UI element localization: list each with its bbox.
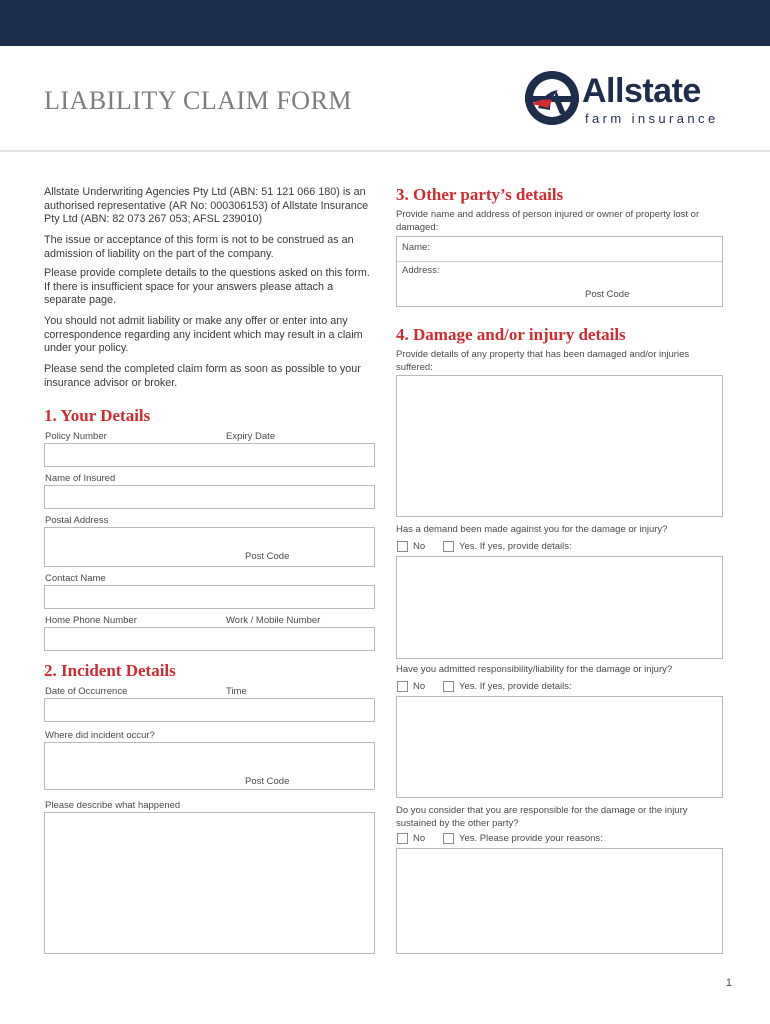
date-of-occurrence-label: Date of Occurrence — [45, 686, 128, 697]
section-3-instructions: Provide name and address of person injured or owner of property lost or damaged: — [396, 209, 700, 233]
work-mobile-label: Work / Mobile Number — [226, 615, 321, 626]
page-number: 1 — [725, 977, 732, 989]
demand-yes-checkbox[interactable] — [443, 541, 454, 552]
postal-post-code-label: Post Code — [245, 551, 290, 562]
policy-expiry-field[interactable] — [44, 443, 375, 467]
demand-yes-label: Yes. If yes, provide details: — [459, 541, 572, 552]
intro-paragraph-4: You should not admit liability or make any offer or enter into any correspondence regarding any incident which may result in a claim under your policy. — [44, 315, 363, 355]
logo-wordmark: Allstate — [582, 72, 701, 110]
demand-no-label: No — [413, 541, 426, 552]
demand-no-checkbox[interactable] — [397, 541, 408, 552]
policy-number-label: Policy Number — [45, 431, 107, 442]
other-party-field[interactable] — [396, 236, 723, 307]
admitted-yes-label: Yes. If yes, provide details: — [459, 681, 572, 692]
demand-details-field[interactable] — [396, 556, 723, 659]
home-phone-label: Home Phone Number — [45, 615, 137, 626]
header-divider — [0, 150, 770, 152]
admitted-yes-checkbox[interactable] — [443, 681, 454, 692]
page-title: LIABILITY CLAIM FORM — [44, 86, 353, 115]
phone-numbers-field[interactable] — [44, 627, 375, 651]
section-3-heading: 3. Other party’s details — [396, 185, 564, 204]
postal-address-field[interactable] — [44, 527, 375, 567]
other-party-name-label: Name: — [402, 242, 430, 253]
name-of-insured-label: Name of Insured — [45, 473, 116, 484]
describe-field[interactable] — [44, 812, 375, 954]
demand-question: Has a demand been made against you for the damage or injury? — [396, 524, 668, 535]
intro-paragraph-1: Allstate Underwriting Agencies Pty Ltd (ABN: 51 121 066 180) is an authorised representative (AR No: 000306153) of Allstate Insurance Pty Ltd (ABN: 82 073 267 053; AFSL 239010) — [44, 186, 369, 226]
responsible-no-label: No — [413, 833, 426, 844]
section-4-heading: 4. Damage and/or injury details — [396, 325, 626, 344]
section-1-heading: 1. Your Details — [44, 406, 151, 425]
admitted-details-field[interactable] — [396, 696, 723, 798]
other-party-divider — [397, 261, 722, 262]
incident-location-field[interactable] — [44, 742, 375, 790]
responsible-yes-label: Yes. Please provide your reasons: — [459, 833, 603, 844]
intro-paragraph-5: Please send the completed claim form as soon as possible to your insurance advisor or broker. — [44, 363, 361, 389]
other-party-address-label: Address: — [402, 265, 440, 276]
responsible-reasons-field[interactable] — [396, 848, 723, 954]
admitted-no-label: No — [413, 681, 426, 692]
postal-address-label: Postal Address — [45, 515, 109, 526]
header-bar — [0, 0, 770, 46]
other-party-post-code-label: Post Code — [585, 289, 630, 300]
time-label: Time — [226, 686, 247, 697]
intro-paragraph-3: Please provide complete details to the questions asked on this form. If there is insufficient space for your answers please attach a separate page. — [44, 267, 370, 307]
responsible-question: Do you consider that you are responsible for the damage or the injury sustained by the other party? — [396, 805, 688, 829]
allstate-logo — [522, 66, 732, 134]
describe-label: Please describe what happened — [45, 800, 181, 811]
contact-name-label: Contact Name — [45, 573, 106, 584]
section-4-instructions: Provide details of any property that has been damaged and/or injuries suffered: — [396, 349, 690, 373]
incident-post-code-label: Post Code — [245, 776, 290, 787]
date-time-field[interactable] — [44, 698, 375, 722]
logo-tagline: farm insurance — [585, 111, 719, 126]
responsible-yes-checkbox[interactable] — [443, 833, 454, 844]
expiry-date-label: Expiry Date — [226, 431, 276, 442]
contact-name-field[interactable] — [44, 585, 375, 609]
allstate-emblem-icon — [522, 68, 582, 132]
section-2-heading: 2. Incident Details — [44, 661, 176, 680]
intro-paragraph-2: The issue or acceptance of this form is not to be construed as an admission of liability on the part of the company. — [44, 234, 354, 260]
admitted-question: Have you admitted responsibility/liability for the damage or injury? — [396, 664, 673, 675]
name-of-insured-field[interactable] — [44, 485, 375, 509]
where-occur-label: Where did incident occur? — [45, 730, 155, 741]
admitted-no-checkbox[interactable] — [397, 681, 408, 692]
responsible-no-checkbox[interactable] — [397, 833, 408, 844]
damage-details-field[interactable] — [396, 375, 723, 517]
